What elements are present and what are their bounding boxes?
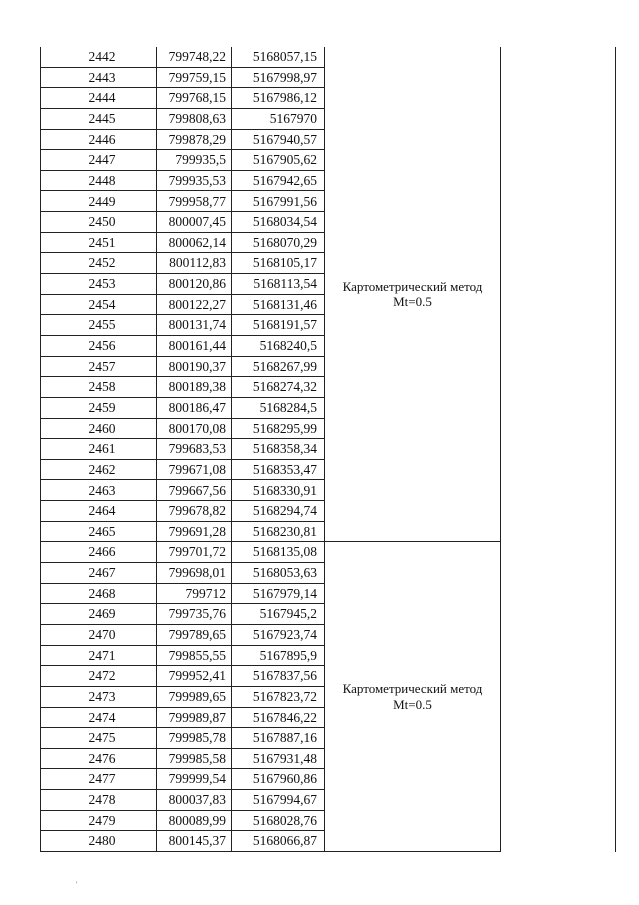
empty-gap-cell: [501, 604, 616, 625]
empty-gap-cell: [501, 274, 616, 295]
x-coordinate-cell: 799985,78: [157, 728, 232, 749]
method-label: Картометрический метод: [342, 278, 483, 294]
empty-gap-cell: [501, 439, 616, 460]
empty-gap-cell: [501, 831, 616, 852]
point-number-cell: 2473: [41, 686, 157, 707]
y-coordinate-cell: 5167986,12: [232, 88, 325, 109]
empty-gap-cell: [501, 191, 616, 212]
x-coordinate-cell: 800089,99: [157, 810, 232, 831]
x-coordinate-cell: 799989,65: [157, 686, 232, 707]
point-number-cell: 2477: [41, 769, 157, 790]
point-number-cell: 2456: [41, 335, 157, 356]
point-number-cell: 2462: [41, 459, 157, 480]
method-cell: [325, 47, 501, 542]
y-coordinate-cell: 5168057,15: [232, 47, 325, 67]
y-coordinate-cell: 5167895,9: [232, 645, 325, 666]
empty-gap-cell: [501, 232, 616, 253]
point-number-cell: 2444: [41, 88, 157, 109]
point-number-cell: 2445: [41, 108, 157, 129]
empty-gap-cell: [501, 459, 616, 480]
point-number-cell: 2448: [41, 170, 157, 191]
x-coordinate-cell: 799952,41: [157, 666, 232, 687]
point-number-cell: 2469: [41, 604, 157, 625]
point-number-cell: 2476: [41, 748, 157, 769]
point-number-cell: 2442: [41, 47, 157, 67]
point-number-cell: 2467: [41, 563, 157, 584]
empty-gap-cell: [501, 501, 616, 522]
y-coordinate-cell: 5167931,48: [232, 748, 325, 769]
x-coordinate-cell: 799691,28: [157, 521, 232, 542]
point-number-cell: 2454: [41, 294, 157, 315]
point-number-cell: 2449: [41, 191, 157, 212]
x-coordinate-cell: 799748,22: [157, 47, 232, 67]
point-number-cell: 2455: [41, 315, 157, 336]
x-coordinate-cell: 800161,44: [157, 335, 232, 356]
empty-gap-cell: [501, 108, 616, 129]
accuracy-label: Mt=0.5: [393, 294, 432, 310]
x-coordinate-cell: 800062,14: [157, 232, 232, 253]
point-number-cell: 2450: [41, 212, 157, 233]
y-coordinate-cell: 5168353,47: [232, 459, 325, 480]
point-number-cell: 2459: [41, 397, 157, 418]
x-coordinate-cell: 799678,82: [157, 501, 232, 522]
y-coordinate-cell: 5167942,65: [232, 170, 325, 191]
x-coordinate-cell: 799999,54: [157, 769, 232, 790]
accuracy-label: Mt=0.5: [393, 696, 432, 712]
y-coordinate-cell: 5168028,76: [232, 810, 325, 831]
x-coordinate-cell: 800131,74: [157, 315, 232, 336]
x-coordinate-cell: 799808,63: [157, 108, 232, 129]
y-coordinate-cell: 5167998,97: [232, 67, 325, 88]
point-number-cell: 2453: [41, 274, 157, 295]
empty-gap-cell: [501, 356, 616, 377]
y-coordinate-cell: 5167837,56: [232, 666, 325, 687]
empty-gap-cell: [501, 769, 616, 790]
y-coordinate-cell: 5168113,54: [232, 274, 325, 295]
x-coordinate-cell: 799698,01: [157, 563, 232, 584]
empty-gap-cell: [501, 88, 616, 109]
y-coordinate-cell: 5167960,86: [232, 769, 325, 790]
x-coordinate-cell: 799759,15: [157, 67, 232, 88]
x-coordinate-cell: 800170,08: [157, 418, 232, 439]
table-row: [41, 47, 616, 67]
y-coordinate-cell: 5168131,46: [232, 294, 325, 315]
empty-gap-cell: [501, 707, 616, 728]
point-number-cell: 2457: [41, 356, 157, 377]
x-coordinate-cell: 799667,56: [157, 480, 232, 501]
empty-gap-cell: [501, 67, 616, 88]
empty-gap-cell: [501, 397, 616, 418]
y-coordinate-cell: 5168230,81: [232, 521, 325, 542]
x-coordinate-cell: 799671,08: [157, 459, 232, 480]
x-coordinate-cell: 799701,72: [157, 542, 232, 563]
y-coordinate-cell: 5167945,2: [232, 604, 325, 625]
x-coordinate-cell: 799735,76: [157, 604, 232, 625]
y-coordinate-cell: 5167905,62: [232, 150, 325, 171]
y-coordinate-cell: 5168284,5: [232, 397, 325, 418]
y-coordinate-cell: 5168240,5: [232, 335, 325, 356]
coordinates-table-body: [41, 47, 616, 851]
empty-gap-cell: [501, 790, 616, 811]
scan-mark: ': [76, 880, 78, 889]
x-coordinate-cell: 799935,53: [157, 170, 232, 191]
x-coordinate-cell: 799768,15: [157, 88, 232, 109]
x-coordinate-cell: 800007,45: [157, 212, 232, 233]
point-number-cell: 2472: [41, 666, 157, 687]
empty-gap-cell: [501, 418, 616, 439]
y-coordinate-cell: 5167979,14: [232, 583, 325, 604]
empty-gap-cell: [501, 335, 616, 356]
empty-gap-cell: [501, 129, 616, 150]
empty-gap-cell: [501, 686, 616, 707]
y-coordinate-cell: 5168135,08: [232, 542, 325, 563]
y-coordinate-cell: 5168274,32: [232, 377, 325, 398]
x-coordinate-cell: 800145,37: [157, 831, 232, 852]
point-number-cell: 2468: [41, 583, 157, 604]
x-coordinate-cell: 799935,5: [157, 150, 232, 171]
point-number-cell: 2480: [41, 831, 157, 852]
point-number-cell: 2461: [41, 439, 157, 460]
empty-gap-cell: [501, 294, 616, 315]
point-number-cell: 2470: [41, 624, 157, 645]
y-coordinate-cell: 5168066,87: [232, 831, 325, 852]
empty-gap-cell: [501, 253, 616, 274]
point-number-cell: 2466: [41, 542, 157, 563]
y-coordinate-cell: 5168358,34: [232, 439, 325, 460]
point-number-cell: 2443: [41, 67, 157, 88]
empty-gap-cell: [501, 624, 616, 645]
point-number-cell: 2463: [41, 480, 157, 501]
x-coordinate-cell: 800037,83: [157, 790, 232, 811]
y-coordinate-cell: 5167994,67: [232, 790, 325, 811]
point-number-cell: 2471: [41, 645, 157, 666]
x-coordinate-cell: 799789,65: [157, 624, 232, 645]
empty-gap-cell: [501, 315, 616, 336]
y-coordinate-cell: 5167887,16: [232, 728, 325, 749]
y-coordinate-cell: 5167923,74: [232, 624, 325, 645]
x-coordinate-cell: 800120,86: [157, 274, 232, 295]
point-number-cell: 2447: [41, 150, 157, 171]
empty-gap-cell: [501, 377, 616, 398]
x-coordinate-cell: 800112,83: [157, 253, 232, 274]
x-coordinate-cell: 799683,53: [157, 439, 232, 460]
empty-gap-cell: [501, 583, 616, 604]
y-coordinate-cell: 5167991,56: [232, 191, 325, 212]
empty-gap-cell: [501, 728, 616, 749]
y-coordinate-cell: 5167970: [232, 108, 325, 129]
point-number-cell: 2464: [41, 501, 157, 522]
point-number-cell: 2460: [41, 418, 157, 439]
point-number-cell: 2479: [41, 810, 157, 831]
x-coordinate-cell: 800186,47: [157, 397, 232, 418]
y-coordinate-cell: 5168070,29: [232, 232, 325, 253]
y-coordinate-cell: 5168295,99: [232, 418, 325, 439]
point-number-cell: 2451: [41, 232, 157, 253]
empty-gap-cell: [501, 521, 616, 542]
empty-gap-cell: [501, 480, 616, 501]
x-coordinate-cell: 799989,87: [157, 707, 232, 728]
point-number-cell: 2452: [41, 253, 157, 274]
empty-gap-cell: [501, 47, 616, 67]
table-row: [41, 542, 616, 563]
y-coordinate-cell: 5168330,91: [232, 480, 325, 501]
y-coordinate-cell: 5168191,57: [232, 315, 325, 336]
x-coordinate-cell: 799958,77: [157, 191, 232, 212]
method-cell: [325, 542, 501, 852]
empty-gap-cell: [501, 810, 616, 831]
y-coordinate-cell: 5168105,17: [232, 253, 325, 274]
empty-gap-cell: [501, 666, 616, 687]
point-number-cell: 2465: [41, 521, 157, 542]
y-coordinate-cell: 5168294,74: [232, 501, 325, 522]
empty-gap-cell: [501, 170, 616, 191]
x-coordinate-cell: 799712: [157, 583, 232, 604]
x-coordinate-cell: 799855,55: [157, 645, 232, 666]
point-number-cell: 2446: [41, 129, 157, 150]
y-coordinate-cell: 5168053,63: [232, 563, 325, 584]
y-coordinate-cell: 5168267,99: [232, 356, 325, 377]
empty-gap-cell: [501, 212, 616, 233]
x-coordinate-cell: 799878,29: [157, 129, 232, 150]
x-coordinate-cell: 799985,58: [157, 748, 232, 769]
x-coordinate-cell: 800122,27: [157, 294, 232, 315]
y-coordinate-cell: 5168034,54: [232, 212, 325, 233]
point-number-cell: 2458: [41, 377, 157, 398]
coordinates-table: [40, 47, 616, 852]
empty-gap-cell: [501, 542, 616, 563]
method-label: Картометрический метод: [342, 681, 483, 697]
y-coordinate-cell: 5167846,22: [232, 707, 325, 728]
x-coordinate-cell: 800189,38: [157, 377, 232, 398]
empty-gap-cell: [501, 748, 616, 769]
point-number-cell: 2475: [41, 728, 157, 749]
point-number-cell: 2474: [41, 707, 157, 728]
x-coordinate-cell: 800190,37: [157, 356, 232, 377]
empty-gap-cell: [501, 563, 616, 584]
empty-gap-cell: [501, 645, 616, 666]
empty-gap-cell: [501, 150, 616, 171]
y-coordinate-cell: 5167940,57: [232, 129, 325, 150]
point-number-cell: 2478: [41, 790, 157, 811]
y-coordinate-cell: 5167823,72: [232, 686, 325, 707]
